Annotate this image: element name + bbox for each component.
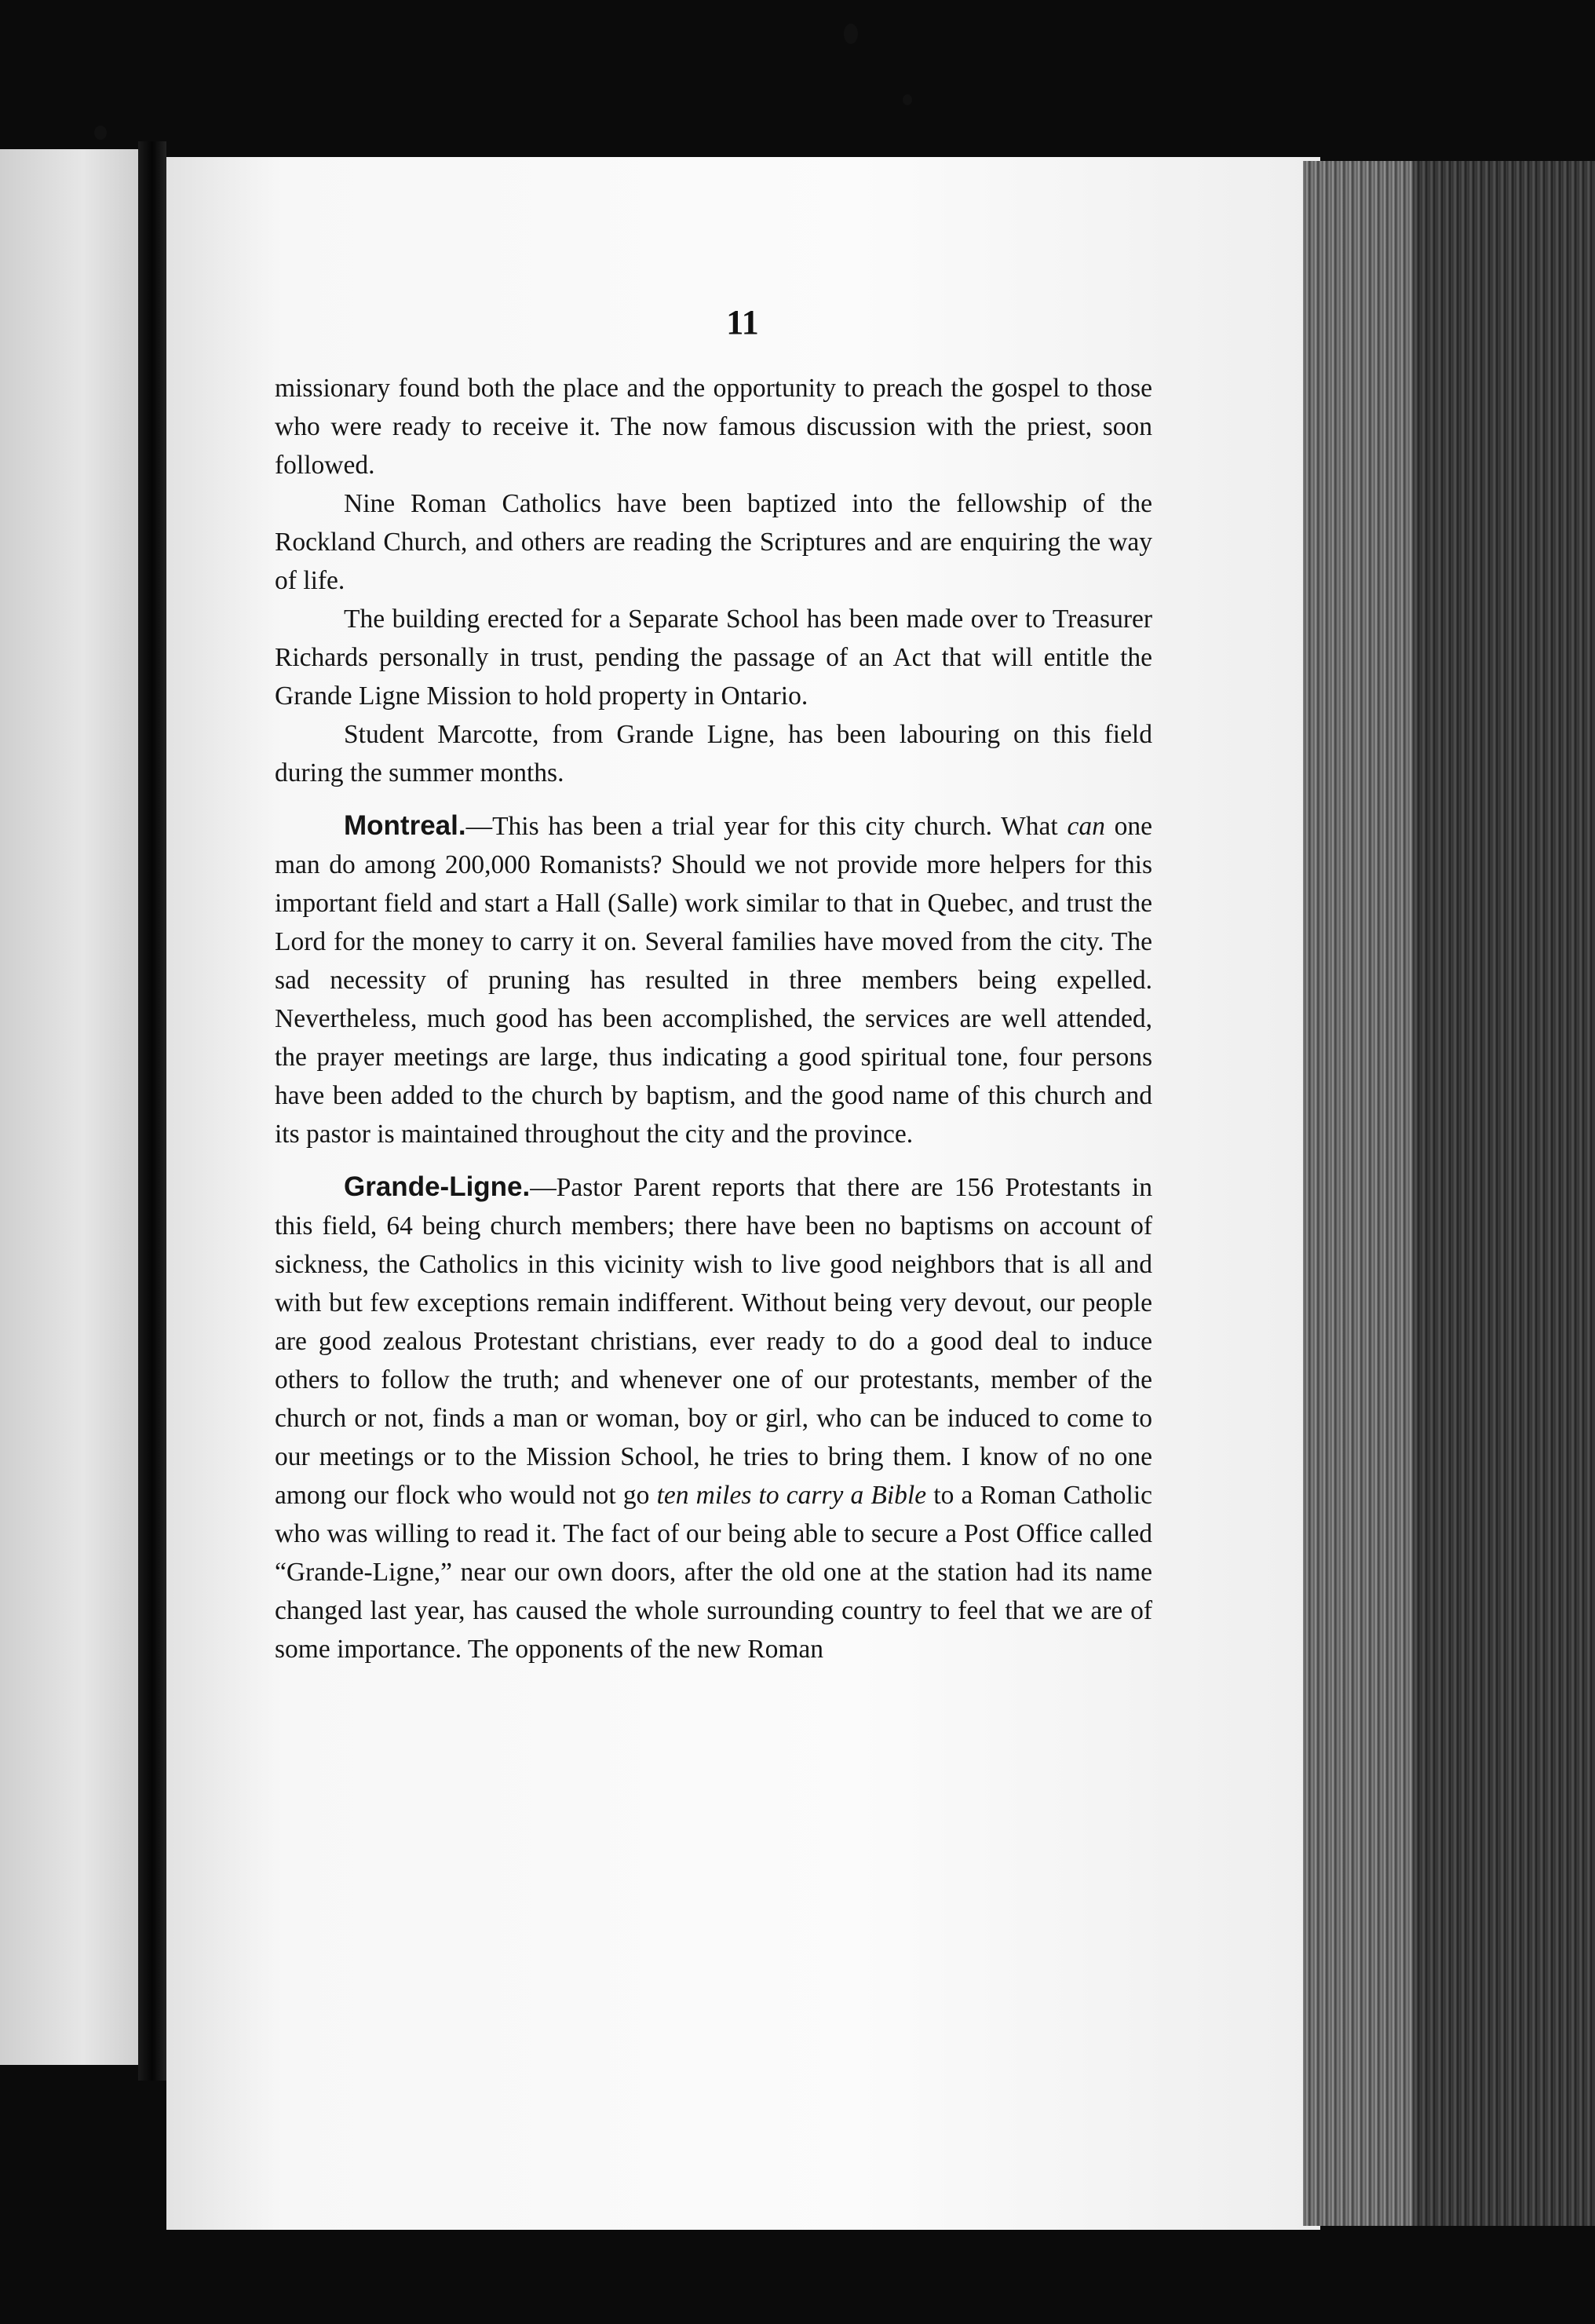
dust-speck	[903, 94, 912, 105]
paragraph-grande-ligne	[275, 1167, 1152, 1668]
section-heading-grande-ligne: Grande-Ligne.	[344, 1171, 531, 1202]
paragraph-text: one man do among 200,000 Romanists? Should we not provide more helpers for this important field and start a Hall (Salle) work similar to that in Quebec, and trust the Lord for the money to carry it on. Several families have moved from the city. The sad necessity of pruning has resulted in three members being expelled. Nevertheless, much good has been accomplished, the services are well attended, the prayer meetings are large, thus indicating a good spiritual tone, four persons have been added to the church by baptism, and the good name of this church and its pastor is maintained throughout the city and the province.	[275, 812, 1152, 1149]
page-number: 11	[726, 303, 759, 342]
section-heading-montreal: Montreal.	[344, 810, 466, 841]
paragraph-text: Student Marcotte, from Grande Ligne, has been labouring on this field during the summer months.	[275, 720, 1152, 787]
page-text	[275, 369, 1152, 1668]
emphasis-text: ten miles to carry a Bible	[656, 1481, 927, 1510]
paragraph	[275, 484, 1152, 600]
facing-page-edge	[0, 149, 138, 2065]
paragraph	[275, 715, 1152, 792]
paragraph	[275, 369, 1152, 484]
paragraph-text: The building erected for a Separate School has been made over to Treasurer Richards personally in trust, pending the passage of an Act that will entitle the Grande Ligne Mission to hold property in Ontario.	[275, 605, 1152, 711]
paragraph-text: to a Roman Catholic who was willing to read it. The fact of our being able to secure a Post Office called “Grande-Ligne,” near our own doors, after the old one at the station had its name changed last year, has caused the whole surrounding country to feel that we are of some importance. The opponents of the new Roman	[275, 1481, 1152, 1664]
paragraph-text: Nine Roman Catholics have been baptized into the fellowship of the Rockland Church, and others are reading the Scriptures and are enquiring the way of life.	[275, 489, 1152, 595]
paragraph-text: —Pastor Parent reports that there are 156 Protestants in this field, 64 being church members; there have been no baptisms on account of sickness, the Catholics in this vicinity wish to live good neighbors that is all and with but few exceptions remain indifferent. Without being very devout, our people are good zealous Protestant christians, ever ready to do a good deal to induce others to follow the truth; and whenever one of our protestants, member of the church or not, finds a man or woman, boy or girl, who can be induced to come to our meetings or to the Mission School, he tries to bring them. I know of no one among our flock who would not go	[275, 1173, 1152, 1510]
dust-speck	[94, 126, 107, 140]
paragraph	[275, 600, 1152, 715]
emphasis-text: can	[1067, 812, 1105, 841]
paragraph-text: —This has been a trial year for this city church. What	[465, 812, 1068, 841]
paragraph-montreal	[275, 806, 1152, 1153]
dust-speck	[844, 24, 858, 44]
book-gutter	[138, 141, 166, 2081]
paragraph-text: missionary found both the place and the opportunity to preach the gospel to those who were ready to receive it. The now famous discussion with the priest, soon followed.	[275, 374, 1152, 480]
page-block-shadow	[1413, 161, 1595, 2226]
